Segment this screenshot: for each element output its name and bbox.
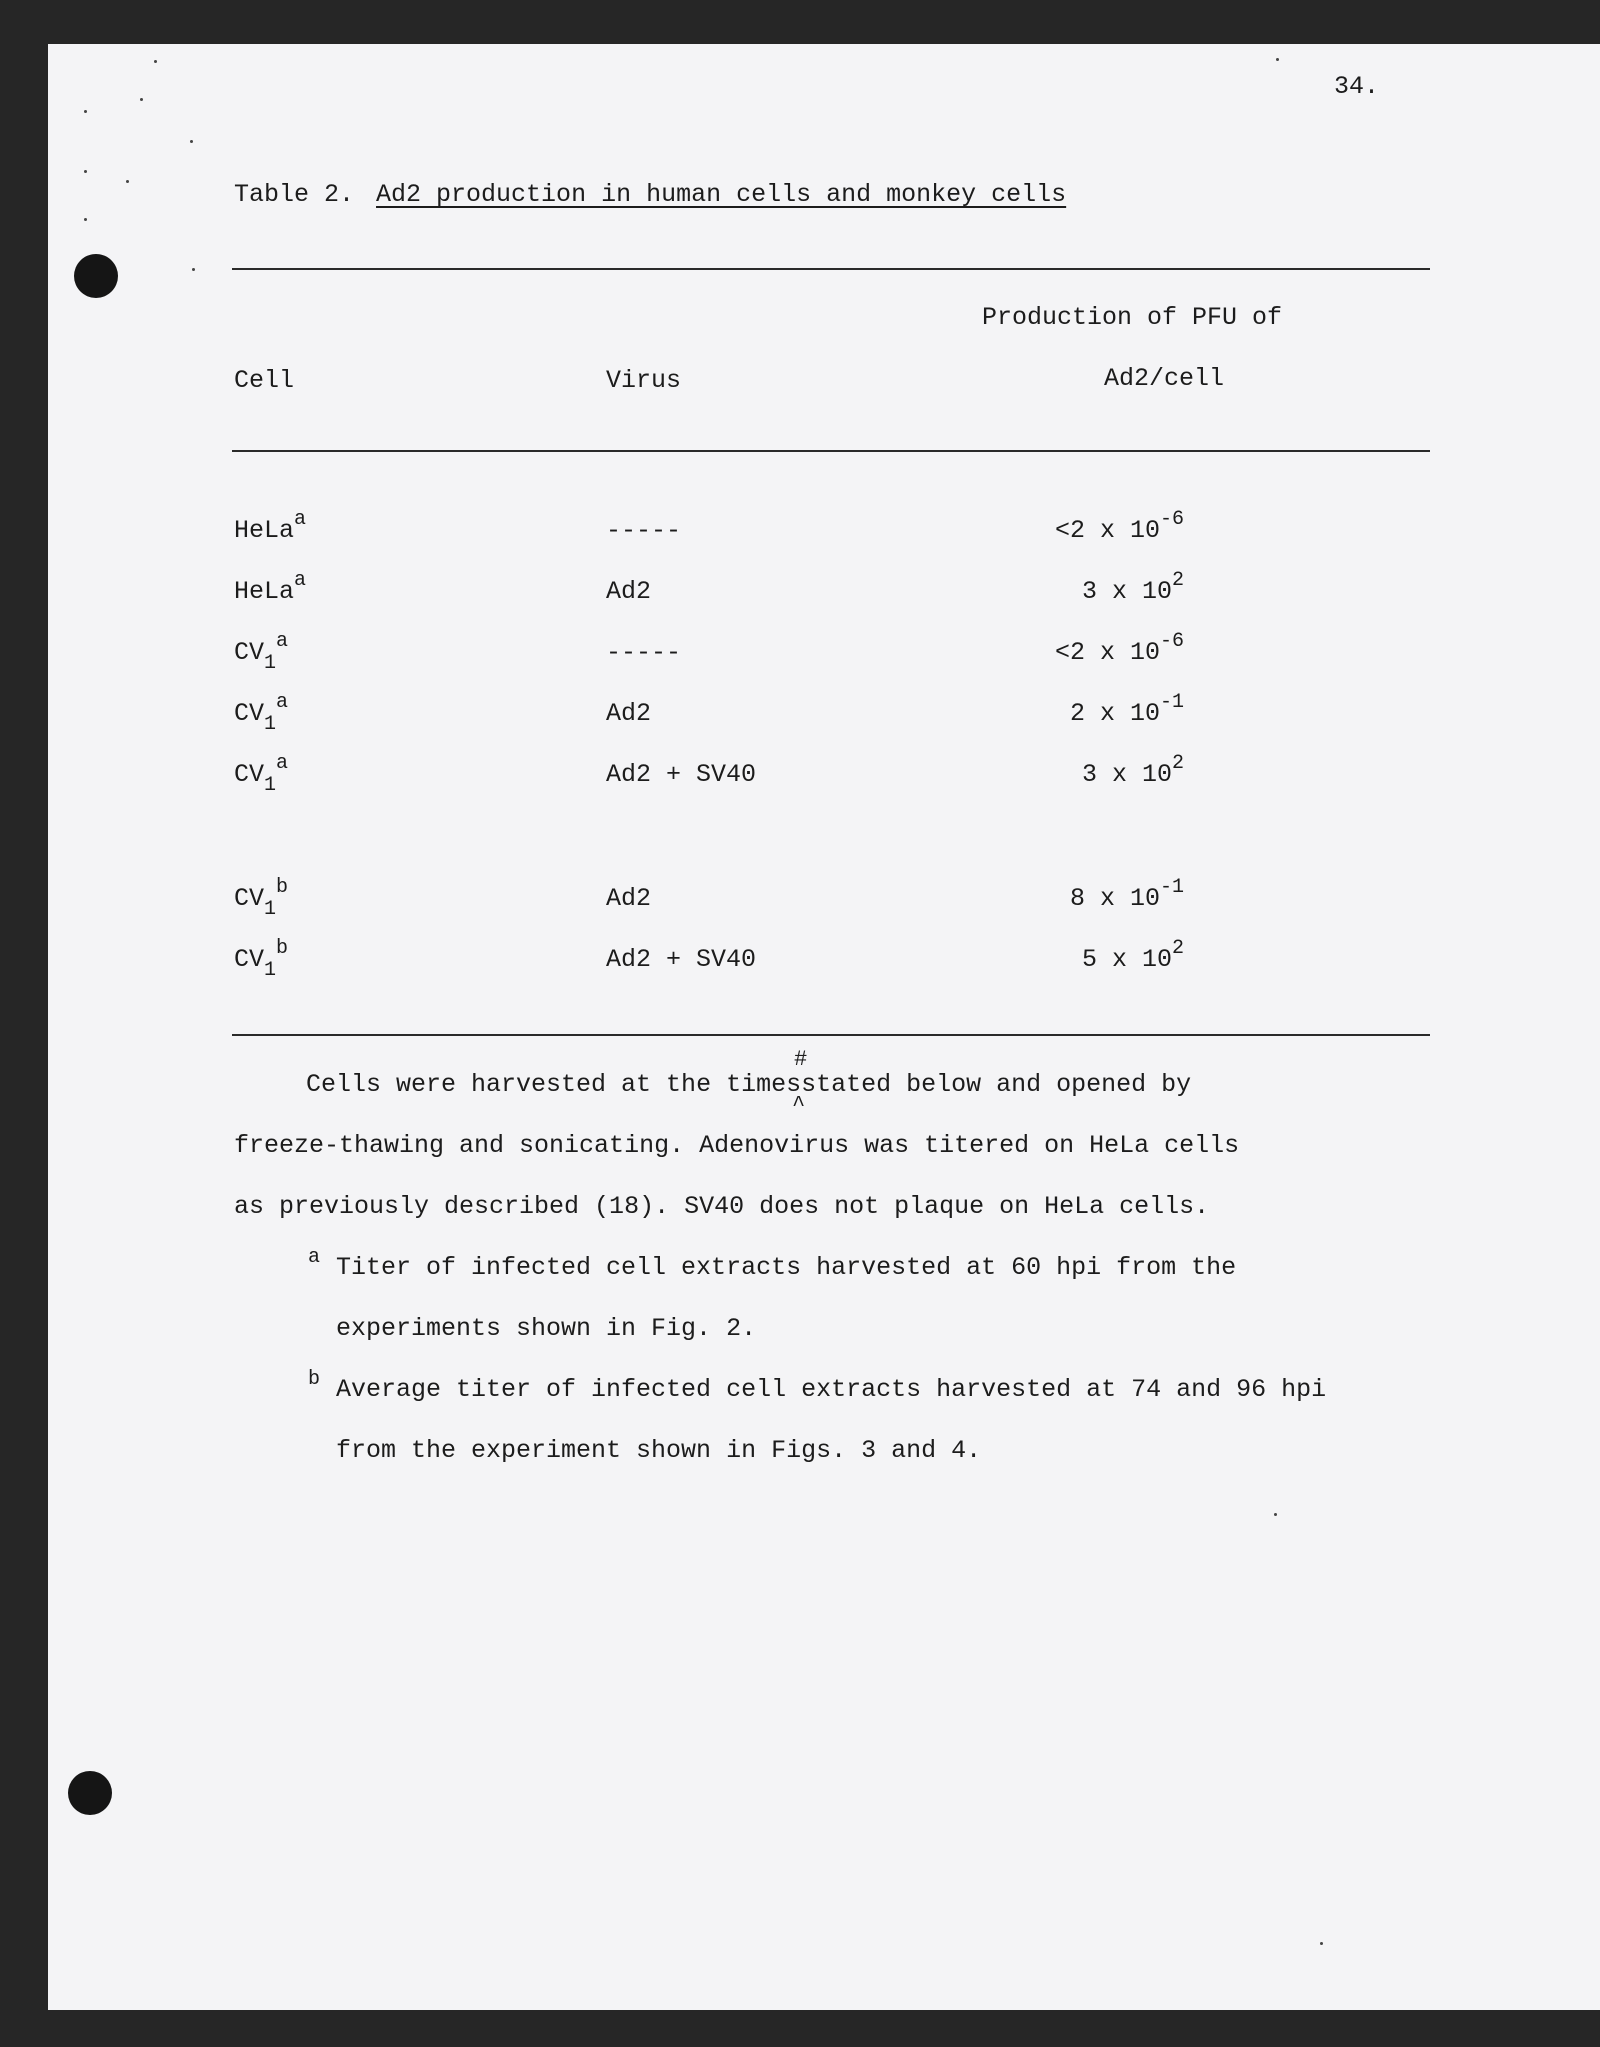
- production-base: 8 x 10: [1069, 884, 1160, 913]
- notes-paragraph-line1-end: stated below and opened by: [801, 1070, 1192, 1099]
- table-cell-production: [984, 508, 1184, 545]
- paper-speck: [84, 110, 87, 113]
- punch-hole-bottom: [68, 1771, 112, 1815]
- cell-subscript: 1: [264, 959, 277, 982]
- table-cell-production: [984, 630, 1184, 667]
- cell-subscript: 1: [264, 898, 277, 921]
- footnote-ref: b: [276, 876, 289, 899]
- paper-speck: [1320, 1942, 1323, 1945]
- footnote-a-line1: Titer of infected cell extracts harvested at 60 hpi from the: [336, 1253, 1237, 1282]
- paper-speck: [154, 60, 157, 63]
- paper-speck: [190, 140, 193, 143]
- column-header-virus: Virus: [606, 366, 682, 395]
- paper-speck: [84, 218, 87, 221]
- punch-hole-top: [74, 254, 118, 298]
- footnote-ref: a: [294, 508, 307, 531]
- table-cell-cell: [234, 508, 307, 545]
- table-cell-cell: [234, 937, 289, 982]
- production-exponent: -6: [1159, 508, 1184, 531]
- production-base: 2 x 10: [1069, 699, 1160, 728]
- table-cell-cell: [234, 569, 307, 606]
- cell-name: CV: [234, 884, 265, 913]
- footnote-ref: b: [276, 937, 289, 960]
- notes-paragraph-line3: as previously described (18). SV40 does not plaque on HeLa cells.: [234, 1192, 1210, 1221]
- table-cell-virus: Ad2 + SV40: [606, 760, 757, 789]
- production-exponent: 2: [1171, 752, 1184, 775]
- cell-name: CV: [234, 638, 265, 667]
- page-number: 34.: [1334, 72, 1380, 101]
- footnote-b-marker: b: [308, 1368, 321, 1391]
- table-cell-production: [984, 691, 1184, 728]
- paper-speck: [1274, 1513, 1277, 1516]
- paper-sheet: [48, 44, 1600, 2010]
- cell-name: CV: [234, 699, 265, 728]
- table-cell-cell: [234, 630, 289, 675]
- production-base: 3 x 10: [1081, 577, 1172, 606]
- table-caption: [234, 180, 1066, 209]
- paper-speck: [84, 170, 87, 173]
- production-base: 5 x 10: [1081, 945, 1172, 974]
- production-exponent: -1: [1159, 691, 1184, 714]
- paper-speck: [192, 268, 195, 271]
- footnote-a-marker: a: [308, 1246, 321, 1269]
- footnote-b-line2: from the experiment shown in Figs. 3 and 4.: [336, 1436, 982, 1465]
- cell-name: HeLa: [234, 516, 295, 545]
- cell-name: HeLa: [234, 577, 295, 606]
- cell-subscript: 1: [264, 713, 277, 736]
- cell-name: CV: [234, 945, 265, 974]
- paper-speck: [140, 98, 143, 101]
- table-label: Table 2.: [234, 180, 355, 209]
- table-cell-virus: Ad2: [606, 699, 652, 728]
- footnote-ref: a: [276, 752, 289, 775]
- production-exponent: 2: [1171, 569, 1184, 592]
- table-cell-virus: -----: [606, 638, 682, 667]
- production-base: <2 x 10: [1054, 516, 1160, 545]
- paper-speck: [126, 180, 129, 183]
- footnote-a-line2: experiments shown in Fig. 2.: [336, 1314, 757, 1343]
- cell-subscript: 1: [264, 652, 277, 675]
- column-header-cell: Cell: [234, 366, 295, 395]
- production-exponent: 2: [1171, 937, 1184, 960]
- footnote-ref: a: [276, 630, 289, 653]
- table-header-rule: [232, 450, 1430, 452]
- footnote-ref: a: [276, 691, 289, 714]
- notes-paragraph-line1-start: Cells were harvested at the times: [306, 1070, 802, 1099]
- footnote-b-line1: Average titer of infected cell extracts harvested at 74 and 96 hpi: [336, 1375, 1327, 1404]
- production-base: <2 x 10: [1054, 638, 1160, 667]
- table-title: Ad2 production in human cells and monkey cells: [376, 180, 1067, 209]
- table-top-rule: [232, 268, 1430, 270]
- table-cell-cell: [234, 876, 289, 921]
- notes-paragraph-line1: [306, 1070, 1191, 1099]
- table-cell-virus: Ad2: [606, 577, 652, 606]
- production-exponent: -1: [1159, 876, 1184, 899]
- production-base: 3 x 10: [1081, 760, 1172, 789]
- column-header-production-line1: Production of PFU of: [982, 303, 1283, 332]
- table-cell-production: [984, 937, 1184, 974]
- insertion-caret: ^: [792, 1093, 806, 1118]
- notes-paragraph-line2: freeze-thawing and sonicating. Adenovirus was titered on HeLa cells: [234, 1131, 1240, 1160]
- insertion-text: #: [794, 1047, 808, 1072]
- table-cell-cell: [234, 752, 289, 797]
- paper-speck: [1276, 58, 1279, 61]
- production-exponent: -6: [1159, 630, 1184, 653]
- table-cell-cell: [234, 691, 289, 736]
- table-cell-virus: Ad2: [606, 884, 652, 913]
- table-cell-production: [984, 752, 1184, 789]
- table-cell-production: [984, 876, 1184, 913]
- column-header-production-line2: Ad2/cell: [1104, 364, 1225, 393]
- table-bottom-rule: [232, 1034, 1430, 1036]
- table-cell-virus: Ad2 + SV40: [606, 945, 757, 974]
- table-cell-production: [984, 569, 1184, 606]
- cell-name: CV: [234, 760, 265, 789]
- cell-subscript: 1: [264, 774, 277, 797]
- footnote-ref: a: [294, 569, 307, 592]
- table-cell-virus: -----: [606, 516, 682, 545]
